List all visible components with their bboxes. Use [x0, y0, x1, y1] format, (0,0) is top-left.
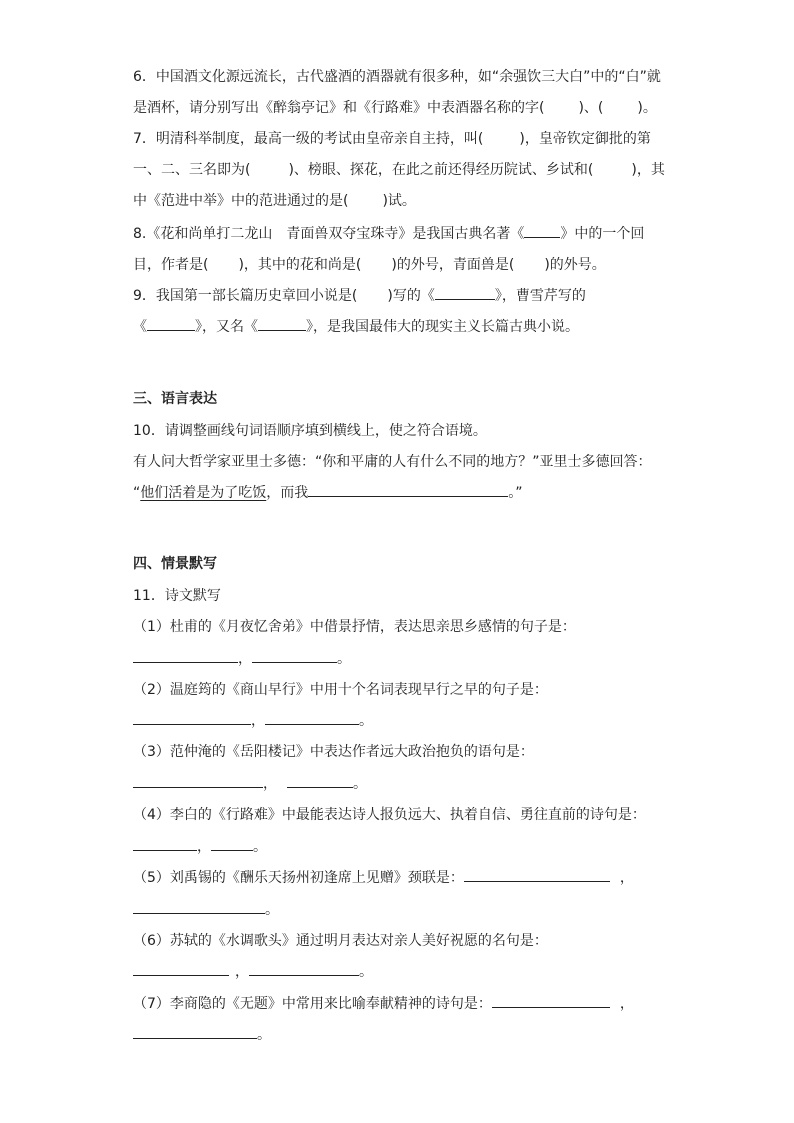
q11-item-6-sep: ，: [235, 964, 249, 980]
q11-item-6-blank-b[interactable]: [249, 961, 359, 976]
q10-line2: [133, 451, 652, 473]
q11-item-4-answer: [133, 836, 267, 858]
q7-text-3b: )试。: [382, 193, 416, 209]
q8-answer-blank-1[interactable]: [524, 223, 560, 238]
q9-text-1a: 9．我国第一部长篇历史章回小说是(: [133, 288, 358, 304]
q11-item-4-blank-b[interactable]: [211, 836, 253, 851]
q10-text-3a: “: [133, 485, 141, 501]
q11-item-5-answer: [133, 899, 279, 921]
q9-text-2c: 》，是我国最伟大的现实主义长篇古典小说。: [306, 319, 579, 335]
q11-title: 11．诗文默写: [133, 588, 221, 604]
q8-text-1a: 8.《花和尚单打二龙山 青面兽双夺宝珠寺》是我国古典名著《: [133, 226, 525, 242]
q11-item-5-sep: ，: [619, 870, 634, 886]
q11-item-6-blank-a[interactable]: [133, 961, 229, 976]
q11-item-1-answer: [133, 648, 351, 670]
q11-item-3-question: [133, 741, 534, 763]
q9-answer-blank-3[interactable]: [147, 316, 195, 331]
q8-text-1b: 》中的一个回: [560, 226, 645, 242]
q11-item-5-blank-b[interactable]: [133, 899, 265, 914]
q11-item-2-text: （2）温庭筠的《商山早行》中用十个名词表现早行之早的句子是：: [133, 682, 548, 698]
q11-item-1-end: 。: [337, 651, 351, 667]
q11-item-3-answer: [133, 773, 367, 795]
q9-text-1b: )写的《: [387, 288, 435, 304]
q10-text-2: 有人问大哲学家亚里士多德：“你和平庸的人有什么不同的地方？”亚里士多德回答：: [133, 454, 652, 470]
q9-text-1c: 》，曹雪芹写的: [494, 288, 586, 304]
q6-text-2b: )、(: [578, 100, 604, 116]
q11-item-1-question: [133, 616, 576, 638]
q9-text-2b: 》，又名《: [195, 319, 258, 335]
q10-text-3c: 。”: [508, 485, 523, 501]
q7-text-1a: 7．明清科举制度，最高一级的考试由皇帝亲自主持，叫(: [133, 131, 484, 147]
q10-prompt: 10．请调整画线句词语顺序填到横线上，使之符合语境。: [133, 423, 487, 439]
q11-item-3-text: （3）范仲淹的《岳阳楼记》中表达作者远大政治抱负的语句是：: [133, 744, 534, 760]
q8-text-2d: )的外号。: [544, 257, 606, 273]
q11-item-2-question: [133, 679, 548, 701]
q9-line2: [133, 316, 579, 338]
q11-item-5-end: 。: [265, 902, 279, 918]
q11-item-4-blank-a[interactable]: [133, 836, 197, 851]
q6-text-2a: 是酒杯，请分别写出《醉翁亭记》和《行路难》中表酒器名称的字(: [133, 100, 545, 116]
q11-item-6-text: （6）苏轼的《水调歌头》通过明月表达对亲人美好祝愿的名句是：: [133, 933, 548, 949]
q11-item-2-blank-a[interactable]: [133, 710, 251, 725]
q9-line1: [133, 285, 586, 307]
q11-item-5-text: （5）刘禹锡的《酬乐天扬州初逢席上见赠》颈联是：: [133, 870, 464, 886]
q11-item-1-sep: ，: [238, 651, 252, 667]
q11-item-2-end: 。: [359, 713, 373, 729]
q7-text-2a: 一、二、三名即为(: [133, 162, 251, 178]
q11-item-2-sep: ，: [251, 713, 265, 729]
q11-item-3-blank-b[interactable]: [287, 773, 353, 788]
q11-item-1-blank-b[interactable]: [252, 648, 337, 663]
q11-item-6-question: [133, 930, 548, 952]
q11-item-3-end: 。: [353, 776, 367, 792]
q11-item-2-answer: [133, 710, 373, 732]
q7-line1: [133, 128, 651, 150]
q11-item-5-question: [133, 867, 634, 889]
q8-line1: [133, 223, 644, 245]
q7-line2: [133, 159, 665, 181]
q8-text-2c: )的外号，青面兽是(: [391, 257, 515, 273]
q11-item-7-question: [133, 993, 634, 1015]
q11-item-7-sep: ，: [619, 996, 634, 1012]
q11-item-1-text: （1）杜甫的《月夜忆舍弟》中借景抒情，表达思亲思乡感情的句子是：: [133, 619, 576, 635]
q10-text-3b: ，而我: [266, 485, 309, 501]
q11-item-2-blank-b[interactable]: [265, 710, 359, 725]
q11-item-7-blank-b[interactable]: [133, 1024, 257, 1039]
q11-item-4-sep: ，: [197, 839, 211, 855]
q6-text-2c: )。: [637, 100, 657, 116]
q11-item-7-blank-a[interactable]: [492, 993, 610, 1008]
q9-text-2a: 《: [133, 319, 147, 335]
q8-text-2a: 目，作者是(: [133, 257, 209, 273]
q6-line1: [133, 66, 661, 88]
q11-item-1-blank-a[interactable]: [133, 648, 238, 663]
q7-text-3a: 中《范进中举》中的范进通过的是(: [133, 193, 349, 209]
q10-line1: [133, 420, 487, 442]
q6-line2: [133, 97, 657, 119]
q11-item-7-text: （7）李商隐的《无题》中常用来比喻奉献精神的诗句是：: [133, 996, 492, 1012]
q11-item-3-sep: ，: [263, 776, 277, 792]
section4-heading: [133, 553, 217, 575]
q11-item-4-text: （4）李白的《行路难》中最能表达诗人报负远大、执着自信、勇往直前的诗句是：: [133, 807, 646, 823]
q8-line2: [133, 254, 606, 276]
q8-text-2b: )，其中的花和尚是(: [238, 257, 362, 273]
q9-answer-blank-2[interactable]: [435, 285, 495, 300]
q7-text-2c: )，其: [631, 162, 665, 178]
q11-item-3-blank-a[interactable]: [133, 773, 263, 788]
q10-line3: [133, 482, 523, 504]
section4-title: 四、情景默写: [133, 556, 217, 572]
q6-text-1: 6．中国酒文化源远流长，古代盛酒的酒器就有很多种，如“余强饮三大白”中的“白”就: [133, 69, 661, 85]
q11-item-6-answer: [133, 961, 373, 983]
q7-text-2b: )、榜眼、探花，在此之前还得经历院试、乡试和(: [288, 162, 594, 178]
q9-answer-blank-4[interactable]: [258, 316, 306, 331]
q11-item-5-blank-a[interactable]: [464, 867, 610, 882]
q11-item-4-question: [133, 804, 646, 826]
q10-underlined-sentence: 他们活着是为了吃饭: [140, 485, 267, 501]
section3-heading: [133, 388, 217, 410]
q11-item-7-end: 。: [257, 1027, 271, 1043]
q10-answer-blank[interactable]: [308, 482, 508, 497]
q11-title-line: [133, 585, 221, 607]
q7-line3: [133, 190, 416, 212]
q7-text-1b: )，皇帝钦定御批的第: [519, 131, 651, 147]
q11-item-6-end: 。: [359, 964, 373, 980]
q11-item-7-answer: [133, 1024, 271, 1046]
section3-title: 三、语言表达: [133, 391, 217, 407]
q11-item-4-end: 。: [253, 839, 267, 855]
